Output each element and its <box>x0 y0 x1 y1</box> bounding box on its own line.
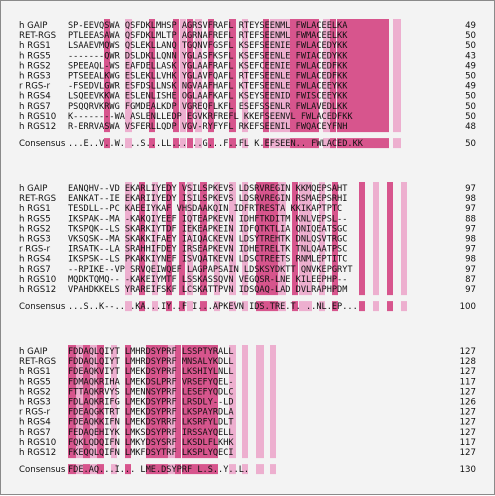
residue-position: 88 <box>465 214 476 225</box>
sequence-residues: FDDAQLQIYT LMHRDSYPRF MNSALYKDLL <box>68 357 234 368</box>
residue-position: 127 <box>459 347 476 357</box>
sequence-residues: EANKAT--IE EKARIIYEDY ISILSPKEVS LDSRVREGIN RSMAEPSRHI <box>68 194 348 205</box>
residue-position: 127 <box>459 367 476 378</box>
consensus-label: Consensus <box>19 302 66 313</box>
sequence-name: h RGS1 <box>19 204 51 215</box>
sequence-name: h RGS5 <box>19 214 51 225</box>
conserved-column-band <box>393 19 401 132</box>
sequence-name: RET-RGS <box>19 357 57 368</box>
consensus-highlight <box>270 464 276 474</box>
consensus-sequence: FDE.AQ...I... LME.DSYPRF L.S..Y..L. <box>68 465 250 476</box>
sequence-name: h RGS1 <box>19 367 51 378</box>
residue-position: 97 <box>465 264 476 275</box>
sequence-residues: IKSPAK--MA -KAKQIYEEF IQTEAPKEVN IDHFTKDITM KNLVEPSL-- <box>68 214 348 225</box>
sequence-residues: SP-EEVQSWA QSFDKLMHSP AGRSVFRAFL RTEYSEENML FWLACEELKA <box>68 21 348 31</box>
residue-position: 97 <box>465 285 476 295</box>
sequence-residues: VKSQSK--MA SKAKKIFAEY IAIQACKEVN LDSYTREHTK DNLQSVTRGC <box>68 234 348 245</box>
sequence-name: RET-RGS <box>19 194 57 205</box>
sequence-residues: VPAHDKKELS YRAREIFSKF LCSKATTPVN IDSQAQ-LAD DVLRAPHPDM <box>68 285 348 295</box>
sequence-name: h RGS4 <box>19 254 51 265</box>
sequence-residues: K--------WA ASLENLLEDP EGVKRFREFL KKEFSEENVL FWLACEDFKK <box>68 111 353 122</box>
sequence-name: h RGS7 <box>19 264 51 275</box>
sequence-name: h GAIP <box>19 21 48 31</box>
conserved-column-band <box>270 345 276 458</box>
sequence-name: h RGS12 <box>19 285 57 295</box>
consensus-highlight <box>401 301 407 311</box>
sequence-name: h RGS7 <box>19 427 51 438</box>
consensus-sequence: ...E..V..W. ..S...LL... ..G...F..FL K.EFSEEN.. FWLACED.KK <box>68 139 363 150</box>
residue-position: 43 <box>465 51 476 62</box>
residue-position: 127 <box>459 417 476 428</box>
residue-position: 49 <box>465 81 476 92</box>
sequence-residues: MQDKTQMQ-- -KAKEIYMTF LSSKASSQVN VEGQSR-LNE KILEEPHP-- <box>68 274 348 285</box>
sequence-residues: FDMAQKRIHA LMEKDSLPRF VRSEFYQEL- <box>68 377 234 388</box>
consensus-highlight <box>256 464 264 474</box>
residue-position: 50 <box>465 31 476 42</box>
conserved-column-band <box>373 182 379 295</box>
sequence-residues: -FSEDVLGWR ESFDSLLNSK NGVAAFHAFL KTEFSEENLE FWLACEEYKK <box>68 81 348 92</box>
sequence-name: h RGS12 <box>19 448 57 458</box>
sequence-name: h RGS4 <box>19 91 51 102</box>
residue-position: 128 <box>459 357 476 368</box>
sequence-residues: FDLAQKRIFG LMEKDSYPRF LRSDLY--LD <box>68 397 234 408</box>
sequence-name: h RGS5 <box>19 51 51 62</box>
sequence-name: h RGS7 <box>19 101 51 112</box>
consensus-highlight <box>393 138 401 148</box>
sequence-name: h RGS5 <box>19 377 51 388</box>
sequence-name: r RGS-r <box>19 81 50 92</box>
consensus-highlight <box>359 138 389 148</box>
sequence-name: h RGS1 <box>19 41 51 52</box>
consensus-position: 100 <box>459 302 476 313</box>
sequence-residues: FEDAQEHIYK LMKSDSYPRF IRSSAYQELL <box>68 427 234 438</box>
conserved-column-band <box>359 19 389 132</box>
residue-position: 97 <box>465 244 476 255</box>
sequence-residues: EANQHV--VD EKARLIYEDY VSILSPKEVS LDSRVREGIN KKMQEPSAHT <box>68 184 348 194</box>
residue-position: 127 <box>459 387 476 398</box>
residue-position: 117 <box>459 377 476 388</box>
conserved-column-band <box>387 182 393 295</box>
sequence-residues: LSAAEVMQWS QSLEKLLANQ TGQNVFGSFL KSEFSEENIE FWLACEDYKK <box>68 41 348 52</box>
sequence-residues: TKSPQK--LS SKARKIYTDF IEKEAPKEIN IDFQTKTLIA QNIQEATSGC <box>68 224 348 235</box>
sequence-residues: PTLEEASAWA QSFDKLMLTP AGRNAFREFL RTEFSEENML FWMACEELKK <box>68 31 348 42</box>
residue-position: 50 <box>465 91 476 102</box>
residue-position: 50 <box>465 111 476 122</box>
sequence-residues: FQKLQDQIFN LMKYDSYSRF LKSDLFLKHK <box>68 437 234 448</box>
residue-position: 98 <box>465 194 476 205</box>
sequence-name: h RGS10 <box>19 437 57 448</box>
sequence-residues: PSQQRVKRWG FGMDEALKDP VGREQFLKFL ESEFSSENLR FWLAVEDLKK <box>68 101 348 112</box>
sequence-residues: FTTAQKRVYS LMENNSYPRF LESEFYQDLC <box>68 387 234 398</box>
residue-position: 49 <box>465 61 476 72</box>
residue-position: 98 <box>465 254 476 265</box>
sequence-name: h RGS2 <box>19 387 51 398</box>
residue-position: 50 <box>465 71 476 82</box>
consensus-label: Consensus <box>19 465 66 476</box>
consensus-position: 50 <box>465 139 476 150</box>
conserved-column-band <box>256 345 264 458</box>
residue-position: 50 <box>465 101 476 112</box>
residue-position: 127 <box>459 407 476 418</box>
sequence-name: h RGS10 <box>19 111 57 122</box>
consensus-highlight <box>359 301 365 311</box>
residue-position: 49 <box>465 21 476 31</box>
sequence-residues: SPEEAQL-WS EAFDELLASK YGLAAFRAFL KSEFCEENIE FWLACEDFKK <box>68 61 348 72</box>
sequence-residues: TESDLL--PC KAEEIYKAF VHSDAAKQIN IDFRTRESTA KKIKAPTPTC <box>68 204 343 215</box>
conserved-column-band <box>401 182 407 295</box>
sequence-name: h RGS10 <box>19 274 57 285</box>
sequence-name: h RGS12 <box>19 122 57 132</box>
residue-position: 97 <box>465 184 476 194</box>
consensus-position: 130 <box>459 465 476 476</box>
sequence-name: h RGS2 <box>19 61 51 72</box>
sequence-residues: LSQEEVKKWA ESLENLISHE OGLAAFKAFL KSEYSEENID FWISCEEYKK <box>68 91 348 102</box>
sequence-name: h RGS3 <box>19 397 51 408</box>
sequence-residues: --RPIKE--VP SRVQEIWQEF LAGPAPSAIN LDSKSYDKTT QNVKEPGRYT <box>68 264 353 275</box>
sequence-residues: FDDAQLQIYT LMHRDSYPRF LSSPTYRALL <box>68 347 234 357</box>
residue-position: 97 <box>465 204 476 215</box>
sequence-name: h RGS3 <box>19 71 51 82</box>
sequence-alignment <box>1 1 495 496</box>
residue-position: 127 <box>459 448 476 458</box>
residue-position: 117 <box>459 437 476 448</box>
residue-position: 127 <box>459 427 476 438</box>
sequence-residues: FDEAQGKTRT LMEKDSYPRF LKSPAYRDLA <box>68 407 234 418</box>
sequence-name: h RGS4 <box>19 417 51 428</box>
sequence-residues: IRSATK--LA SRAHHIFDEY IRSEAPKEVN IDHETRELTK TNLQAATPSC <box>68 244 348 255</box>
sequence-residues: PTSEEALKWG ESLEKLLVHK YGLAVFQAFL RTEFSEENLE FWLACEDFKK <box>68 71 348 82</box>
sequence-name: h RGS3 <box>19 234 51 245</box>
sequence-residues: FDEAQKVIYT LMEKDSYPRF LKSHIYLNLL <box>68 367 234 378</box>
sequence-residues: -------QWR DSLDKLLQNN YGLASFKSFL KSEFSEENLE FWIACEDYKK <box>68 51 348 62</box>
conserved-column-band <box>359 182 365 295</box>
sequence-name: RET-RGS <box>19 31 57 42</box>
sequence-name: h GAIP <box>19 184 48 194</box>
residue-position: 50 <box>465 41 476 52</box>
consensus-label: Consensus <box>19 139 66 150</box>
conserved-column-band <box>242 345 248 458</box>
consensus-highlight <box>387 301 393 311</box>
sequence-residues: R-ERRVASWA VSFERLLQDP VGV-RYFYFL RKEFSEENIL FWQACEYFNH <box>68 122 348 132</box>
sequence-residues: FDEAQKKIFN LMEKDSYRRF LKSRFYLDLT <box>68 417 234 428</box>
sequence-residues: FKEQQLQIFN LMKFDSYTRF LKSPLYQECI <box>68 448 234 458</box>
sequence-residues: IKSPSK--LS PKAKKIYNEF ISVQATKEVN LDSCTREETS RNMLEPTITC <box>68 254 348 265</box>
sequence-name: r RGS-r <box>19 407 50 418</box>
sequence-name: h RGS2 <box>19 224 51 235</box>
sequence-name: r RGS-r <box>19 244 50 255</box>
residue-position: 48 <box>465 122 476 132</box>
residue-position: 126 <box>459 397 476 408</box>
residue-position: 98 <box>465 234 476 245</box>
residue-position: 97 <box>465 224 476 235</box>
consensus-sequence: ...S..K--.. .KA...IY..F I...APKEVN IDS.TRE.T. ..NL.EP... <box>68 302 358 313</box>
residue-position: 87 <box>465 274 476 285</box>
sequence-name: h GAIP <box>19 347 48 357</box>
consensus-highlight <box>373 301 379 311</box>
